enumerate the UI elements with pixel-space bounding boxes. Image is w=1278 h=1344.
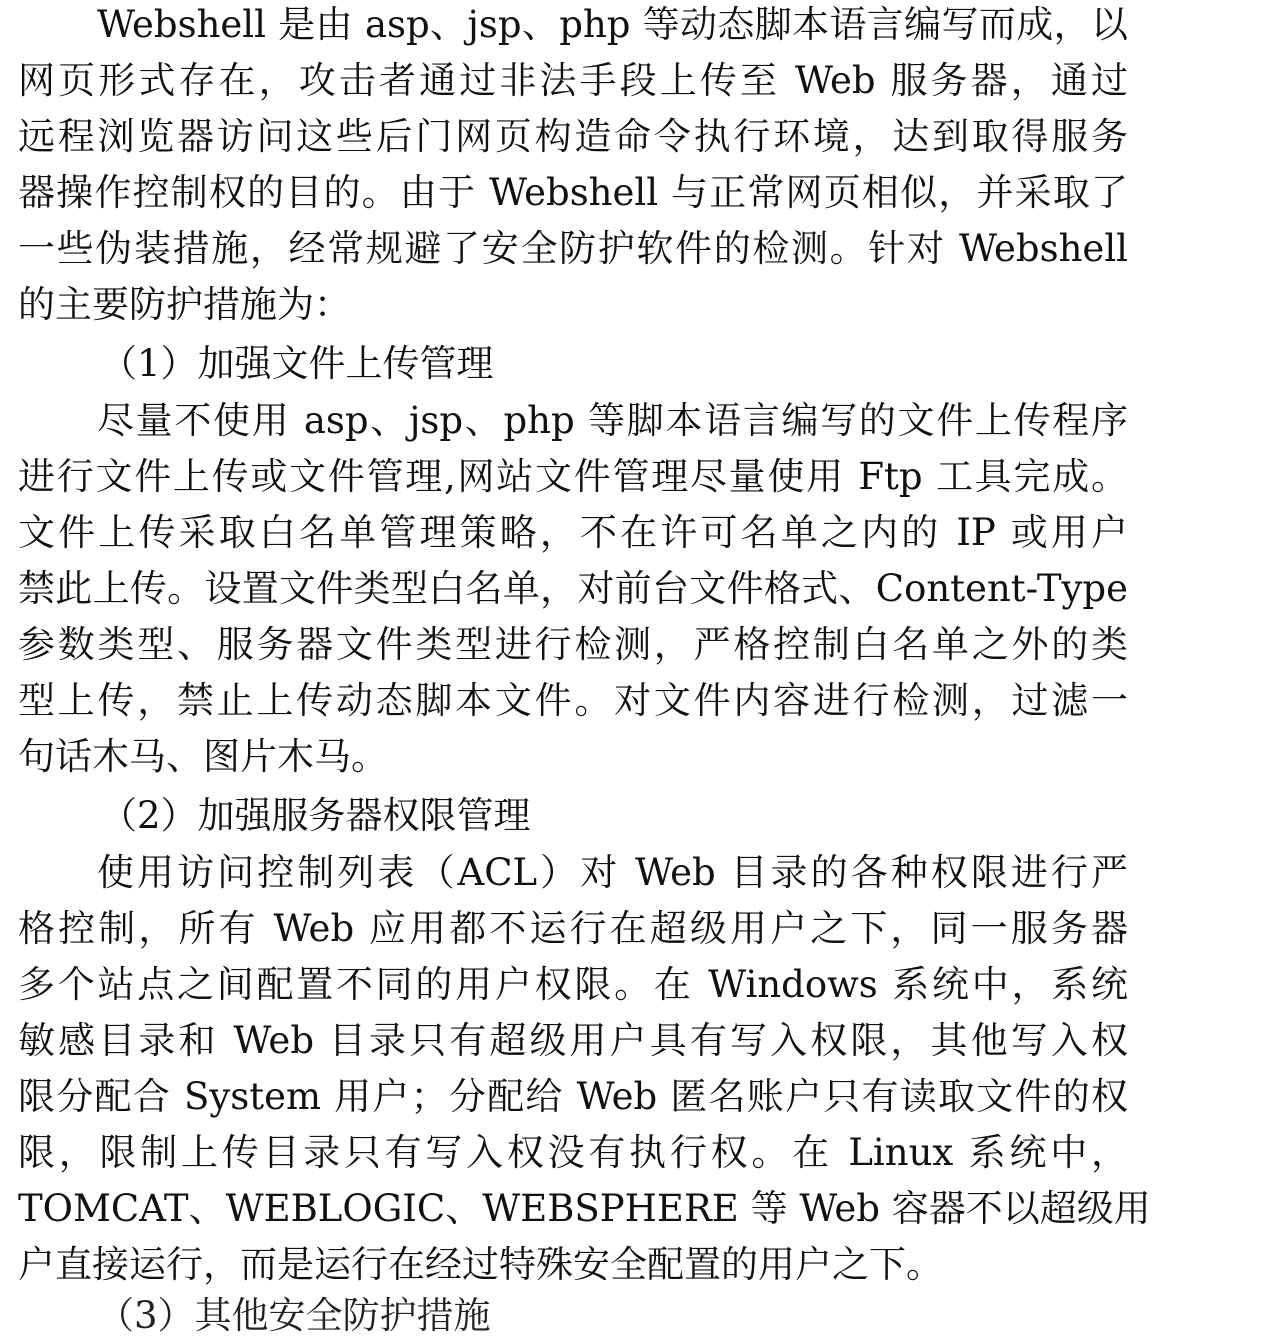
- paragraph-line: 尽量不使用 asp、jsp、php 等脚本语言编写的文件上传程序: [97, 399, 1128, 442]
- paragraph-line: 使用访问控制列表（ACL）对 Web 目录的各种权限进行严: [97, 851, 1128, 894]
- paragraph-line: 句话木马、图片木马。: [18, 735, 388, 778]
- paragraph-line: 多个站点之间配置不同的用户权限。在 Windows 系统中，系统: [18, 963, 1128, 1006]
- paragraph-line: Webshell 是由 asp、jsp、php 等动态脚本语言编写而成，以: [97, 3, 1128, 46]
- paragraph-line: 限，限制上传目录只有写入权没有执行权。在 Linux 系统中，: [18, 1131, 1128, 1174]
- section-heading: （2）加强服务器权限管理: [100, 794, 531, 837]
- paragraph-line: 禁此上传。设置文件类型白名单，对前台文件格式、Content-Type: [18, 567, 1128, 610]
- paragraph-line: 敏感目录和 Web 目录只有超级用户具有写入权限，其他写入权: [18, 1019, 1128, 1062]
- paragraph-line: 进行文件上传或文件管理,网站文件管理尽量使用 Ftp 工具完成。: [18, 455, 1128, 498]
- paragraph-line: 格控制，所有 Web 应用都不运行在超级用户之下，同一服务器: [18, 907, 1128, 950]
- paragraph-line: 参数类型、服务器文件类型进行检测，严格控制白名单之外的类: [18, 623, 1128, 666]
- paragraph-line: 型上传，禁止上传动态脚本文件。对文件内容进行检测，过滤一: [18, 679, 1128, 722]
- paragraph-line: 的主要防护措施为：: [18, 283, 351, 326]
- paragraph-line: 一些伪装措施，经常规避了安全防护软件的检测。针对 Webshell: [18, 227, 1128, 270]
- paragraph-line: 户直接运行，而是运行在经过特殊安全配置的用户之下。: [18, 1243, 943, 1286]
- paragraph-line: 远程浏览器访问这些后门网页构造命令执行环境，达到取得服务: [18, 115, 1128, 158]
- paragraph-line: TOMCAT、WEBLOGIC、WEBSPHERE 等 Web 容器不以超级用: [18, 1187, 1151, 1230]
- section-heading: （1）加强文件上传管理: [100, 342, 494, 385]
- cut-off-heading: [97, 1290, 537, 1337]
- paragraph-line: 文件上传采取白名单管理策略，不在许可名单之内的 IP 或用户: [18, 511, 1128, 554]
- cut-off-heading-text: （3）其他安全防护措施: [97, 1294, 491, 1337]
- paragraph-line: 限分配合 System 用户；分配给 Web 匿名账户只有读取文件的权: [18, 1075, 1128, 1118]
- paragraph-line: 网页形式存在，攻击者通过非法手段上传至 Web 服务器，通过: [18, 59, 1128, 102]
- paragraph-line: 器操作控制权的目的。由于 Webshell 与正常网页相似，并采取了: [18, 171, 1128, 214]
